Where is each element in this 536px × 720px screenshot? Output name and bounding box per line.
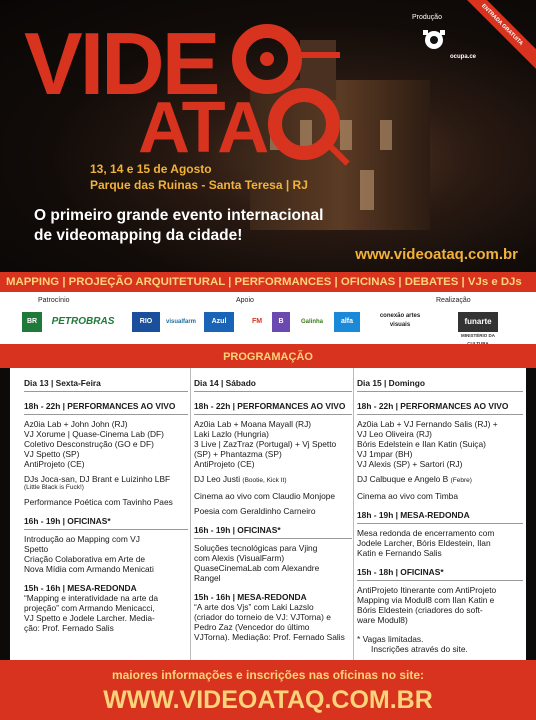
dj-name: DJ Calbuque e Angelo B [357, 474, 449, 484]
galinha-logo: Galinha [300, 319, 323, 325]
list-item: (SP) + Phantazma (SP) [194, 449, 282, 459]
list-item: VJ Spetto (SP) [24, 449, 80, 459]
list-item: AntiProjeto (CE) [24, 459, 85, 469]
list-item: (criador do torneio de VJ: VJTorna) e [194, 612, 331, 622]
section-heading: 16h - 19h | OFICINAS* [194, 525, 281, 535]
building-window [380, 120, 392, 150]
visualfarm-logo: visualfarm [165, 319, 196, 325]
day-14-column [194, 368, 352, 660]
list-item: Az0ia Lab + Moana Mayall (RJ) [194, 419, 312, 429]
list-item: Bóris Eldestein (criadores do soft- [357, 605, 483, 615]
list-item: Rangel [194, 573, 221, 583]
list-item [357, 474, 523, 486]
event-place: Parque das Ruinas - Santa Teresa | RJ [90, 178, 308, 192]
list-item: projeção” com Armando Menicacci, [24, 603, 155, 613]
day-15-column [357, 368, 523, 660]
program-panel [10, 368, 526, 660]
section-heading: 18h - 22h | PERFORMANCES AO VIVO [357, 401, 509, 411]
section-heading: 15h - 18h | OFICINAS* [357, 567, 444, 577]
petrobras-logo: PETROBRAS [51, 316, 115, 327]
building-window [360, 170, 374, 210]
list-item: Spetto [24, 544, 49, 554]
sponsors-bar [0, 292, 536, 344]
programacao-title: PROGRAMAÇÃO [0, 344, 536, 368]
inscricoes-note: Inscrições através do site. [371, 644, 468, 654]
list-item [194, 474, 352, 486]
list-item: Bóris Edelstein e Ilan Katin (Suiça) [357, 439, 486, 449]
section-heading: 18h - 22h | PERFORMANCES AO VIVO [24, 401, 176, 411]
list-item: Mapping via Modul8 com Ilan Katin e [357, 595, 495, 605]
section-heading: 18h - 22h | PERFORMANCES AO VIVO [194, 401, 346, 411]
list-note: (Little Black is Fuck!) [24, 484, 84, 491]
list-item: Soluções tecnológicas para Vjing [194, 543, 318, 553]
column-divider [190, 368, 191, 660]
day-title: Dia 13 | Sexta-Feira [24, 378, 101, 388]
list-item: Pedro Zaz (Vencedor do último [194, 622, 310, 632]
list-item: Nova Mídia com Armando Menicati [24, 564, 154, 574]
day-13-column [24, 368, 188, 660]
b-logo: B [272, 312, 290, 332]
building-window [340, 120, 352, 150]
list-item: Poesia com Geraldinho Carneiro [194, 506, 316, 516]
categories-banner: MAPPING | PROJEÇÃO ARQUITETURAL | PERFORMANCES | OFICINAS | DEBATES | VJs e DJs [0, 272, 536, 292]
list-item: VJ 1mpar (BH) [357, 449, 413, 459]
patrocinio-label: Patrocínio [38, 297, 70, 304]
list-item: com Alexis (VisualFarm) [194, 553, 285, 563]
list-item: Laki Lazlo (Hungria) [194, 429, 269, 439]
apoio-label: Apoio [236, 297, 254, 304]
column-divider [353, 368, 354, 660]
realizacao-label: Realização [436, 297, 471, 304]
producao-label: Produção [412, 14, 442, 21]
section-heading: 15h - 16h | MESA-REDONDA [24, 583, 137, 593]
list-item: Criação Colaborativa em Arte de [24, 554, 146, 564]
minc-label: MINISTÉRIO DA [460, 333, 495, 338]
conexao-logo: conexão artes visuais [379, 313, 421, 328]
list-item: VJ Xorume | Quase-Cinema Lab (DF) [24, 429, 164, 439]
list-item: DJs Joca-san, DJ Brant e Luizinho LBF [24, 474, 171, 484]
list-item: Performance Poética com Tavinho Paes [24, 497, 173, 507]
list-item: Az0ia Lab + John John (RJ) [24, 419, 128, 429]
alfa-logo: alfa [334, 312, 360, 332]
camera-logo-icon [420, 28, 448, 52]
list-item: Coletivo Desconstrução (GO e DF) [24, 439, 154, 449]
list-item: AntiProjeto Itinerante com AntiProjeto [357, 585, 497, 595]
list-item: Az0ia Lab + VJ Fernando Salis (RJ) + [357, 419, 498, 429]
fm-logo: FM [251, 318, 263, 325]
logo-ataq-text: ATA [138, 88, 267, 168]
logo-video-text: VIDE [24, 14, 218, 113]
list-item: Mesa redonda de encerramento com [357, 528, 495, 538]
hero-section [0, 0, 536, 272]
section-heading: 16h - 19h | OFICINAS* [24, 516, 111, 526]
list-item: Cinema ao vivo com Claudio Monjope [194, 491, 336, 501]
day-title: Dia 14 | Sábado [194, 378, 256, 388]
list-item: 3 Live | ZazTraz (Portugal) + Vj Spetto [194, 439, 337, 449]
dj-note: (Febre) [450, 477, 472, 484]
list-item: Jodele Larcher, Bóris Eldestein, Ilan [357, 538, 491, 548]
tagline-line-2: de videomapping da cidade! [34, 227, 243, 244]
event-dates: 13, 14 e 15 de Agosto [90, 162, 212, 176]
logo-ring-icon [232, 24, 302, 94]
footer-website-link[interactable]: WWW.VIDEOATAQ.COM.BR [103, 686, 433, 714]
rio-logo: RIO [132, 312, 160, 332]
list-item: VJTorna). Mediação: Prof. Fernado Salis [194, 632, 345, 642]
logo-ring-tail [300, 52, 340, 58]
hero-website[interactable]: www.videoataq.com.br [355, 246, 518, 263]
list-item: Cinema ao vivo com Timba [357, 491, 459, 501]
funarte-logo: funarte [458, 312, 498, 332]
footer [0, 660, 536, 720]
list-item: Introdução ao Mapping com VJ [24, 534, 140, 544]
section-heading: 15h - 16h | MESA-REDONDA [194, 592, 307, 602]
list-item: VJ Leo Oliveira (RJ) [357, 429, 432, 439]
list-item: AntiProjeto (CE) [194, 459, 255, 469]
list-item: ção: Prof. Fernado Salis [24, 623, 114, 633]
tagline-line-1: O primeiro grande evento internacional [34, 207, 324, 224]
petrobras-icon: BR [22, 312, 42, 332]
list-item: QuaseCinemaLab com Alexandre [194, 563, 320, 573]
azul-logo: Azul [204, 312, 234, 332]
section-heading: 18h - 19h | MESA-REDONDA [357, 510, 470, 520]
list-item: VJ Alexis (SP) + Sartori (RJ) [357, 459, 463, 469]
vagas-note: * Vagas limitadas. [357, 634, 424, 644]
producer-name: ocupa.ce [450, 54, 477, 60]
footer-info-text: maiores informações e inscrições nas oficinas no site: [111, 668, 425, 682]
list-item: ware Modul8) [357, 615, 408, 625]
list-item: VJ Spetto e Jodele Larcher. Media- [24, 613, 155, 623]
dj-name: DJ Leo Justi [194, 474, 241, 484]
free-entry-ribbon: ENTRADA GRATUITA [455, 0, 536, 72]
list-item: Katin e Fernando Salis [357, 548, 442, 558]
tagline [34, 206, 323, 246]
list-item: “A arte dos Vjs” com Laki Lazslo [194, 602, 314, 612]
dj-note: (Bootie, Kick It) [242, 477, 287, 484]
day-title: Dia 15 | Domingo [357, 378, 425, 388]
list-item: “Mapping e interatividade na arte da [24, 593, 159, 603]
